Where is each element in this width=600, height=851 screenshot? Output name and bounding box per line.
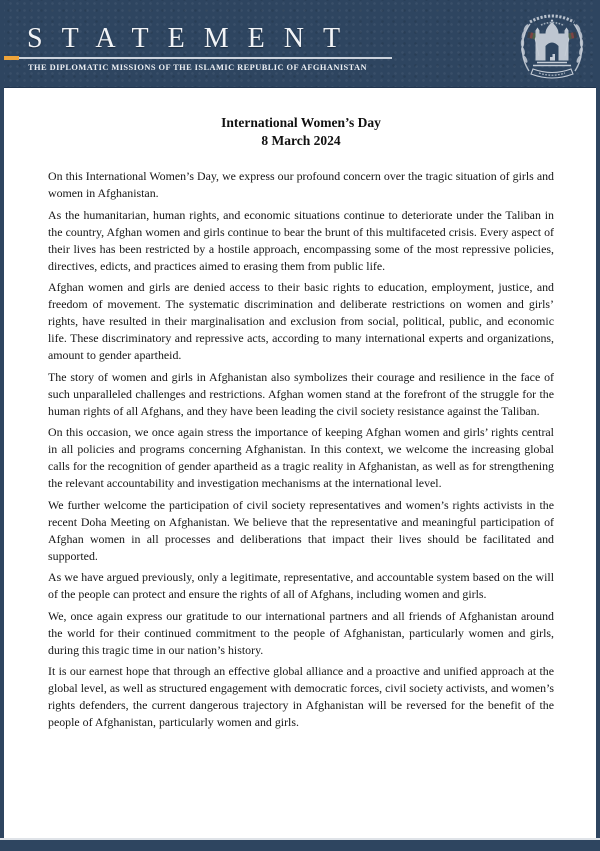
footer-band <box>0 838 600 851</box>
paragraph-5: On this occasion, we once again stress the importance of keeping Afghan women and girls’ rights central in all policies and programs concerning Afghanistan. In this context, we welcome the increasing global calls for the recognition of gender apartheid as a tragic reality in Afghanistan, as well as for strengthening the relevant accountability and investigation mechanisms at the international level. <box>48 425 554 490</box>
statement-wordmark: STATEMENT <box>27 23 360 54</box>
paragraph-8: We, once again express our gratitude to our international partners and all friends of Afghanistan around the world for their continued commitment to the people of Afghanistan, particularly women and girls, during this tragic time in our nation’s history. <box>48 608 554 657</box>
paragraph-6: We further welcome the participation of civil society representatives and women’s rights activists in the recent Doha Meeting on Afghanistan. We believe that the representative and meaningful participation of Afghan women in all processes and deliberations that impact their lives should be facilitated and supported. <box>48 497 554 563</box>
paragraph-4: The story of women and girls in Afghanistan also symbolizes their courage and resilience in the face of such unparalleled challenges and restrictions. Afghan women stand at the forefront of the struggle for the human rights of all Afghans, and they have been leading the civil society resistance against the Taliban. <box>48 369 554 418</box>
paragraph-3: Afghan women and girls are denied access to their basic rights to education, employment, justice, and freedom of movement. The systematic discrimination and deliberate restrictions on women and girls’ rights, have resulted in their marginalisation and exclusion from social, political, public, and economic life. These discriminatory and repressive acts, according to many international experts and organizations, amount to gender apartheid. <box>48 280 554 362</box>
document-title: International Women’s Day <box>221 115 381 130</box>
left-border-strip <box>0 0 4 851</box>
header-underline <box>19 57 392 59</box>
statement-body <box>0 88 600 731</box>
paragraph-1: On this International Women’s Day, we express our profound concern over the tragic situation of girls and women in Afghanistan. <box>48 169 554 200</box>
afghanistan-national-emblem-icon <box>517 7 587 83</box>
document-date: 8 March 2024 <box>261 133 341 148</box>
letterhead-banner <box>0 0 600 88</box>
right-border-strip <box>596 0 600 851</box>
paragraph-7: As we have argued previously, only a legitimate, representative, and accountable system based on the will of the people can protect and ensure the rights of all of Afghans, including women and girls. <box>48 570 554 601</box>
paragraph-9: It is our earnest hope that through an effective global alliance and a proactive and unified approach at the global level, as well as structured engagement with democratic forces, civil society activists, and women’s rights defenders, the current dangerous trajectory in Afghanistan will be reversed for the benefit of the people of Afghanistan, particularly women and girls. <box>48 664 554 729</box>
paragraph-list <box>48 168 554 731</box>
diplomatic-missions-subtitle: THE DIPLOMATIC MISSIONS OF THE ISLAMIC REPUBLIC OF AFGHANISTAN <box>28 63 368 72</box>
header-rule <box>0 56 392 60</box>
paragraph-2: As the humanitarian, human rights, and economic situations continue to deteriorate under the Taliban in the country, Afghan women and girls continue to bear the brunt of this multifaceted crisis. Every aspect of their lives has been restricted by a hostile approach, encompassing some of the most repressive policies, directives, edicts, and practices aimed to erasing them from public life. <box>48 207 554 273</box>
